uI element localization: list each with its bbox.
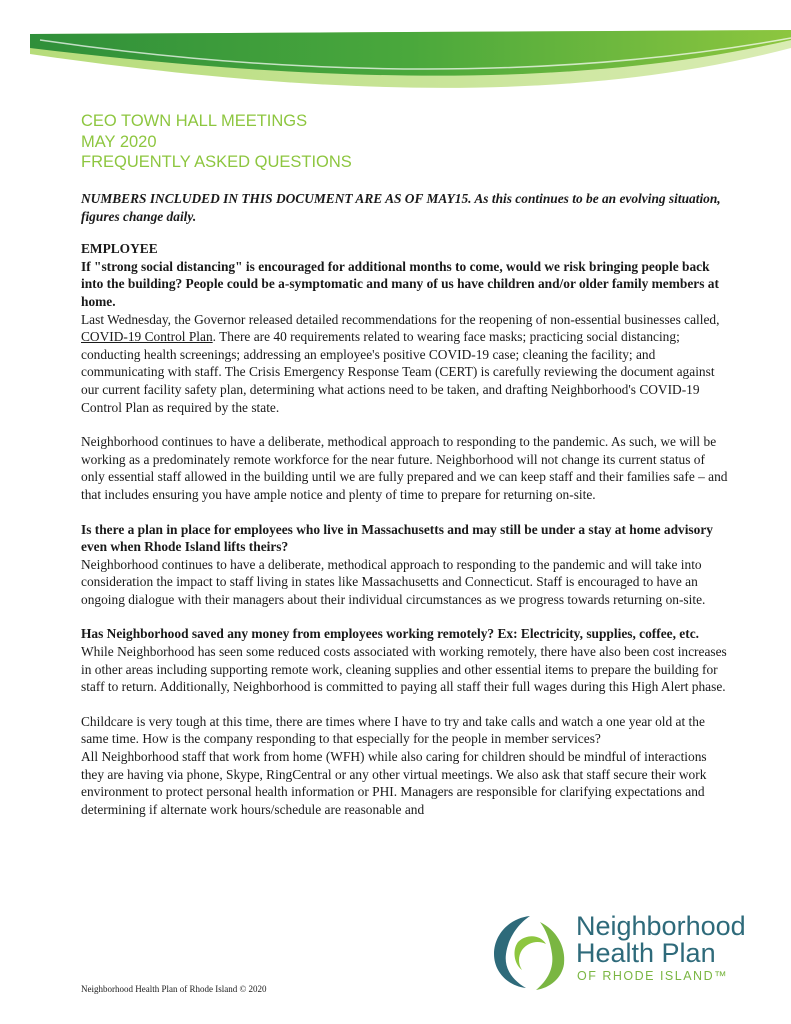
- logo-line-1: Neighborhood: [576, 911, 746, 941]
- answer-1-text-b: . There are 40 requirements related to wearing face masks; practicing social distancing; conducting health screenings; addressing an employee's positive COVID-19 case; cleaning the facility; and communicating with staff. The Crisis Emergency Response Team (CERT) is carefully reviewing the document against our current facility safety plan, determining what actions need to be taken, and drafting Neighborhood's COVID-19 Control Plan as required by the state.: [81, 329, 715, 415]
- logo-wordmark: [576, 913, 746, 967]
- answer-4: All Neighborhood staff that work from home (WFH) while also caring for children should be mindful of interactions they are having via phone, Skype, RingCentral or any other virtual meetings. We also ask that staff secure their work environment to protect personal health information or PHI. Managers are responsible for clarifying expectations and determining if alternate work hours/schedule are reasonable and: [81, 749, 707, 817]
- title-line-3: FREQUENTLY ASKED QUESTIONS: [81, 153, 352, 171]
- answer-1-text-a: Last Wednesday, the Governor released detailed recommendations for the reopening of non-essential businesses called,: [81, 311, 720, 327]
- logo-swirl-icon: [488, 912, 572, 992]
- title-line-2: MAY 2020: [81, 132, 157, 151]
- footer-copyright: Neighborhood Health Plan of Rhode Island © 2020: [81, 984, 267, 994]
- question-3: Has Neighborhood saved any money from employees working remotely? Ex: Electricity, supplies, coffee, etc.: [81, 626, 700, 642]
- company-logo: [488, 912, 753, 992]
- covid-control-plan-link[interactable]: COVID-19 Control Plan: [81, 329, 213, 345]
- notice-text: NUMBERS INCLUDED IN THIS DOCUMENT ARE AS OF MAY15. As this continues to be an evolving situation, figures change daily.: [81, 191, 721, 224]
- answer-2: Neighborhood continues to have a deliberate, methodical approach to responding to the pandemic and will take into consideration the impact to staff living in states like Massachusetts and Connecticut. Staff is encouraged to have an ongoing dialogue with their managers about their individual circumstances as we progress towards returning on-site.: [81, 556, 706, 607]
- question-4: Childcare is very tough at this time, there are times where I have to try and take calls and watch a one year old at the same time. How is the company responding to that especially for the people in member services?: [81, 713, 705, 747]
- document-title: [81, 111, 352, 173]
- answer-1-paragraph-2: Neighborhood continues to have a deliberate, methodical approach to responding to the pandemic. As such, we will be working as a predominately remote workforce for the near future. Neighborhood will not change its current status of only essential staff allowed in the building until we are fully prepared and we can keep staff and their families safe – and that includes ensuring you have ample notice and plenty of time to prepare for returning on-site.: [81, 434, 728, 502]
- question-2: Is there a plan in place for employees who live in Massachusetts and may still be under a stay at home advisory even when Rhode Island lifts theirs?: [81, 521, 713, 555]
- logo-line-3: OF RHODE ISLAND™: [577, 969, 729, 983]
- logo-line-2: Health Plan: [576, 938, 716, 968]
- document-body: [81, 190, 731, 818]
- answer-3: While Neighborhood has seen some reduced costs associated with working remotely, there have also been cost increases in other areas including supporting remote work, cleaning supplies and other essential items to prepare the building for staff to return. Additionally, Neighborhood is committed to paying all staff their full wages during this High Alert phase.: [81, 644, 727, 695]
- header-banner: [0, 0, 791, 100]
- title-line-1: CEO TOWN HALL MEETINGS: [81, 112, 308, 130]
- question-1: If "strong social distancing" is encouraged for additional months to come, would we risk bringing people back into the building? People could be a-symptomatic and many of us have children and/or older family members at home.: [81, 258, 719, 309]
- section-label: EMPLOYEE: [81, 241, 158, 257]
- answer-1: [81, 311, 731, 417]
